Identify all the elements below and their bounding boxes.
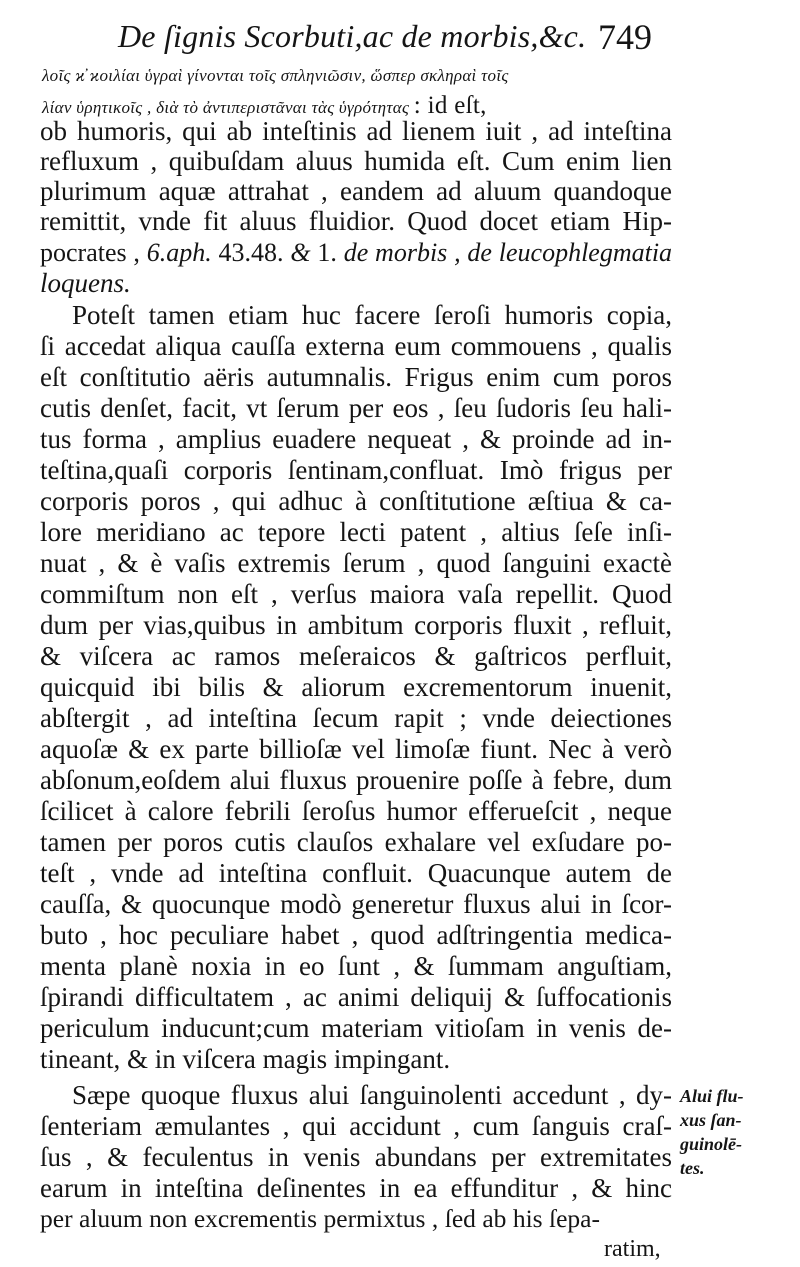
body-line: menta planè noxia in eo ſunt , & ſummam anguſtiam, bbox=[40, 951, 672, 981]
body-line: earum in inteſtina deſinentes in ea effunditur , & hinc bbox=[40, 1173, 672, 1203]
body-line: loquens. bbox=[40, 268, 131, 298]
body-line: Sæpe quoque fluxus alui ſanguinolenti accedunt , dy- bbox=[72, 1080, 672, 1110]
body-line: tus forma , amplius euadere nequeat , & proinde ad in- bbox=[40, 424, 672, 454]
body-line: quicquid ibi bilis & aliorum excrementorum inuenit, bbox=[40, 672, 672, 702]
body-line: Poteſt tamen etiam huc facere ſeroſi humoris copia, bbox=[72, 300, 672, 330]
body-line: teſtina,quaſi corporis ſentinam,confluat. Imò frigus per bbox=[40, 455, 672, 485]
citation-work: de morbis , bbox=[343, 238, 461, 267]
body-line: cauſſa, & quocunque modò generetur fluxus alui in ſcor- bbox=[40, 889, 672, 919]
body-line-citation bbox=[40, 238, 672, 268]
running-head-title: De ſignis Scorbuti,ac de morbis,&c. bbox=[118, 18, 587, 54]
body-line: abſtergit , ad inteſtina ſecum rapit ; vnde deiectiones bbox=[40, 703, 672, 733]
body-line: refluxum , quibuſdam aluus humida eſt. Cum enim lien bbox=[40, 146, 672, 176]
greek-quote-suffix: : id eſt, bbox=[413, 92, 487, 119]
catchword: ratim, bbox=[604, 1236, 661, 1262]
body-line: plurimum aquæ attrahat , eandem ad aluum quandoque bbox=[40, 176, 672, 206]
citation-numbers: 43.48. bbox=[218, 238, 284, 267]
body-line: per aluum non excrementis permixtus , ſed ab his ſepa- bbox=[40, 1204, 600, 1233]
marginal-note-line: xus ſan- bbox=[680, 1110, 742, 1130]
citation-ampersand: & bbox=[290, 238, 311, 267]
body-line: ſi accedat aliqua cauſſa externa eum commouens , qualis bbox=[40, 331, 672, 361]
page-number: 749 bbox=[598, 17, 652, 57]
body-line: buto , hoc peculiare habet , quod adſtringentia medica- bbox=[40, 920, 672, 950]
citation-author: pocrates , bbox=[40, 238, 140, 267]
body-line: eſt conſtitutio aëris autumnalis. Frigus enim cum poros bbox=[40, 362, 672, 392]
greek-quote-line-1: λοῖς ϰ̓ ϰοιλίαι ὑγραὶ γίνονται τοῖς σπληνιῶσιν, ὥσπερ σκληραὶ τοῖς bbox=[42, 66, 509, 85]
body-line: ſcilicet à calore febrili ſeroſus humor efferueſcit , neque bbox=[40, 796, 672, 826]
body-line: commiſtum non eſt , verſus maiora vaſa repellit. Quod bbox=[40, 579, 672, 609]
citation-work-2: de leucophlegmatia bbox=[467, 238, 673, 267]
body-line: corporis poros , qui adhuc à conſtitutione æſtiua & ca- bbox=[40, 486, 672, 516]
body-line: tamen per poros cutis clauſos exhalare vel exſudare po- bbox=[40, 827, 672, 857]
body-line: ſenteriam æmulantes , qui accidunt , cum ſanguis craſ- bbox=[40, 1111, 672, 1141]
body-line: nuat , & è vaſis extremis ſerum , quod ſanguini exactè bbox=[40, 548, 672, 578]
body-line: cutis denſet, facit, vt ſerum per eos , ſeu ſudoris ſeu hali- bbox=[40, 393, 672, 423]
body-line: remittit, vnde fit aluus fluidior. Quod docet etiam Hip- bbox=[40, 206, 672, 236]
greek-quote-text: λίαν ὑρητικοῖς , διὰ τὸ ἀντιπεριστᾶναι τὰς ὑγρότητας bbox=[42, 98, 410, 117]
body-line: abſonum,eoſdem alui fluxus prouenire poſſe à febre, dum bbox=[40, 765, 672, 795]
body-line: aquoſæ & ex parte billioſæ vel limoſæ fiunt. Nec à verò bbox=[40, 734, 672, 764]
body-line: lore meridiano ac tepore lecti patent , altius ſeſe inſi- bbox=[40, 517, 672, 547]
body-line: ſus , & feculentus in venis abundans per extremitates bbox=[40, 1142, 672, 1172]
citation-ref: 6.aph. bbox=[146, 238, 212, 267]
body-line: ſpirandi difficultatem , ac animi deliquij & ſuffocationis bbox=[40, 982, 672, 1012]
marginal-note-line: tes. bbox=[680, 1158, 705, 1178]
body-line: ob humoris, qui ab inteſtinis ad lienem iuit , ad inteſtina bbox=[40, 116, 672, 146]
body-line: periculum inducunt;cum materiam vitioſam in venis de- bbox=[40, 1013, 672, 1043]
body-line: & viſcera ac ramos meſeraicos & gaſtricos perfluit, bbox=[40, 641, 672, 671]
marginal-note-line: Alui flu- bbox=[680, 1086, 744, 1106]
citation-number: 1. bbox=[317, 238, 337, 267]
marginal-note-line: guinolē- bbox=[680, 1134, 743, 1154]
body-line: tineant, & in viſcera magis impingant. bbox=[40, 1044, 451, 1074]
body-line: teſt , vnde ad inteſtina confluit. Quacunque autem de bbox=[40, 858, 672, 888]
body-line: dum per vias,quibus in ambitum corporis fluxit , refluit, bbox=[40, 610, 672, 640]
